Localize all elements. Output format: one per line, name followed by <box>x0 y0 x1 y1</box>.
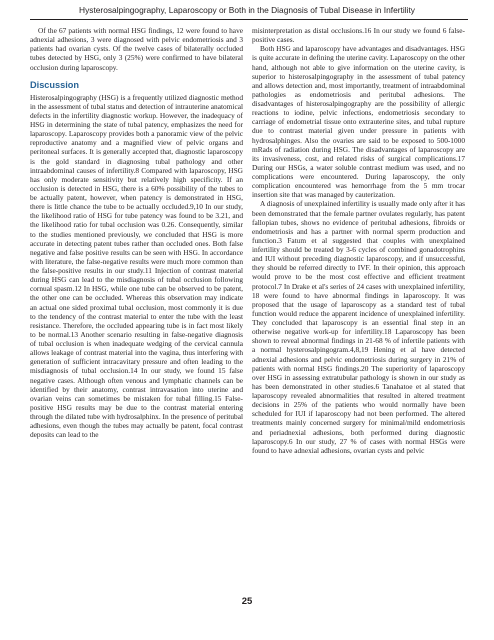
running-header: Hysterosalpingography, Laparoscopy or Both in the Diagnosis of Tubal Disease in Infertility <box>79 5 415 15</box>
discussion-paragraph: Histerosalpingography (HSG) is a frequently utilized diagnostic method in the assessment of tubal status and detection of intrauterine anatomical defects in the infertility diagnostic workup. However, the inadequacy of HSG in determining the state of tubal patency, emphasizes the need for laparoscopy. Laparoscopy provides both a panoramic view of the pelvic reproductive anatomy and a magnified view of pelvic organs and peritoneal surfaces. It is generally accepted that, diagnostic laparoscopy is the gold standard in diagnosing tubal pathology and other intraabdominal causes of infertility.8 Compared with laparoscopy, HSG has only moderate sensitivity but relatively high specificity. If an occlusion is detected in HSG, there is a 60% possibility of the tubes to be actually patent, however, when patency is demonstrated in HSG, there is little chance the tube to be actually occluded.9,10 In our study, the likelihood ratio of HSG for tube patency was found to be 3.21, and the likelihood ratio for tubal occlusion was 0.26. Consequently, similar to the studies mentioned previously, we concluded that HSG is more accurate in detecting patent tubes rather than occluded ones. Both false negative and false positive results can be seen with HSG. In accordance with literature, the false-negative results were much more common than the false-positive results in our study.11 Injection of contrast material during HSG can lead to the misdiagnosis of tubal occlusion following cornual spasm.12 In HSG, while one tube can be observed to be patent, the other one can be occluded. Whereas this observation may indicate an actual one sided proximal tubal occlusion, most commonly it is due to the tendency of the contrast material to enter the tube with the least resistance. Therefore, the occluded appearing tube is in fact most likely to be normal.13 Another scenario resulting in false-negative diagnosis of tubal occlusion is when inadequate wedging of the cervical cannula allows leakage of contrast material into the vagina, thus interfering with generation of sufficient intracavitary pressure and often leading to the misdiagnosis of tubal occlusion.14 In our study, we found 15 false negative cases. Although often venous and lymphatic channels can be identified by their anatomy, contrast intravasation into uterine and ovarian veins can sometimes be mistaken for tubal filling.15 False-positive HSG results may be due to the contrast material entering through the dilated tube with hydrosalphinx. In the presence of peritubal adhesions, even though the tubes may actually be patent, focal contrast deposits can lead to the <box>30 92 243 440</box>
header-rule <box>30 19 468 20</box>
page-number: 25 <box>241 596 253 607</box>
left-column <box>30 26 243 439</box>
body-paragraph: A diagnosis of unexplained infertility is usually made only after it has been demonstrated that the female partner ovulates regularly, has patent fallopian tubes, shows no evidence of peritubal adhesions, fibroids or endometriosis and has a partner with normal sperm production and function.3 Fatum et al suggested that couples with unexplained infertility should be treated by 3-6 cycles of combined gonadotrophins and IUI without preceding diagnostic laparoscopy, and if unsuccessful, they should be referred directly to IVF. In their opinion, this approach would prove to be the most cost effective and efficient treatment protocol.7 In Drake et al's series of 24 cases with unexplained infertility, 18 were found to have abnormal findings in laparoscopy. It was proposed that the usage of laparoscopy as a standard test of tubal function would reduce the apparent incidence of unexplained infertility. They concluded that laparoscopy is an essential final step in an otherwise negative work-up for infertility.18 Laparoscopy has been shown to reveal abnormal findings in 21-68 % of infertile patients with a normal hysterosalpingogram.4,8,19 Hening et al have detected adnexial adhesions and pelvic endometriosis during surgery in 21% of patients with normal HSG findings.20 The superiority of laparoscopy over HSG in assessing extratubular pathology is shown in our study as has been demonstrated in other studies.6 Tanahatoe et al stated that laparoscopy revealed abnormalities that resulted in altered treatment decisions in 25% of the patients who would normally have been scheduled for IUI if laparoscopy had not been performed. The altered treatments mainly concerned surgery for minimal/mild endometriosis and periadnexial adhesions, both performed during diagnostic laparoscopy.6 In our study, 27 % of cases with normal HSGs were found to have adnexial adhesions, ovarian cysts and pelvic <box>252 199 465 455</box>
results-paragraph: Of the 67 patients with normal HSG findings, 12 were found to have adnexial adhesions, 3 were diagnosed with pelvic endometriosis and 3 patients had ovarian cysts. Of the twelve cases of bilaterally occluded tubes detected by HSG, only 3 (25%) were confirmed to have bilateral occlusion during laparoscopy. <box>30 26 243 72</box>
body-paragraph: misinterpretation as distal occlusions.16 In our study we found 6 false-positive cases. <box>252 26 465 45</box>
body-paragraph: Both HSG and laparoscopy have advantages and disadvantages. HSG is quite accurate in defining the uterine cavity. Laparoscopy on the other hand, although not able to give information on the uterine cavity, is superior to histerosalpingography in the assessment of tubal patency and allows detection and, most importantly, treatment of intraabdominal pathologies as endometriosis and peritubal adhesions. The disadvantages of histerosalpingography are the possibility of allergic reactions to iodine, pelvic infections, endometriosis secondary to carriage of endometrial tissue onto extrauterine sites, and tubal rupture due to contrast material given under pressure in patients with hydrosalphinges. Also the ovaries are said to be exposed to 500-1000 mRads of radiation during HSG. The disadvantages of laparoscopy are its invasiveness, cost, and related risks of surgical complications.17 During our HSGs, a water soluble contrast medium was used, and no complications were encountered. During laparoscopy, the only complication encountered was hemorrhage from the 5 mm trocar insertion site that was managed by cauterization. <box>252 44 465 200</box>
right-column <box>252 26 465 455</box>
discussion-heading: Discussion <box>30 79 80 90</box>
